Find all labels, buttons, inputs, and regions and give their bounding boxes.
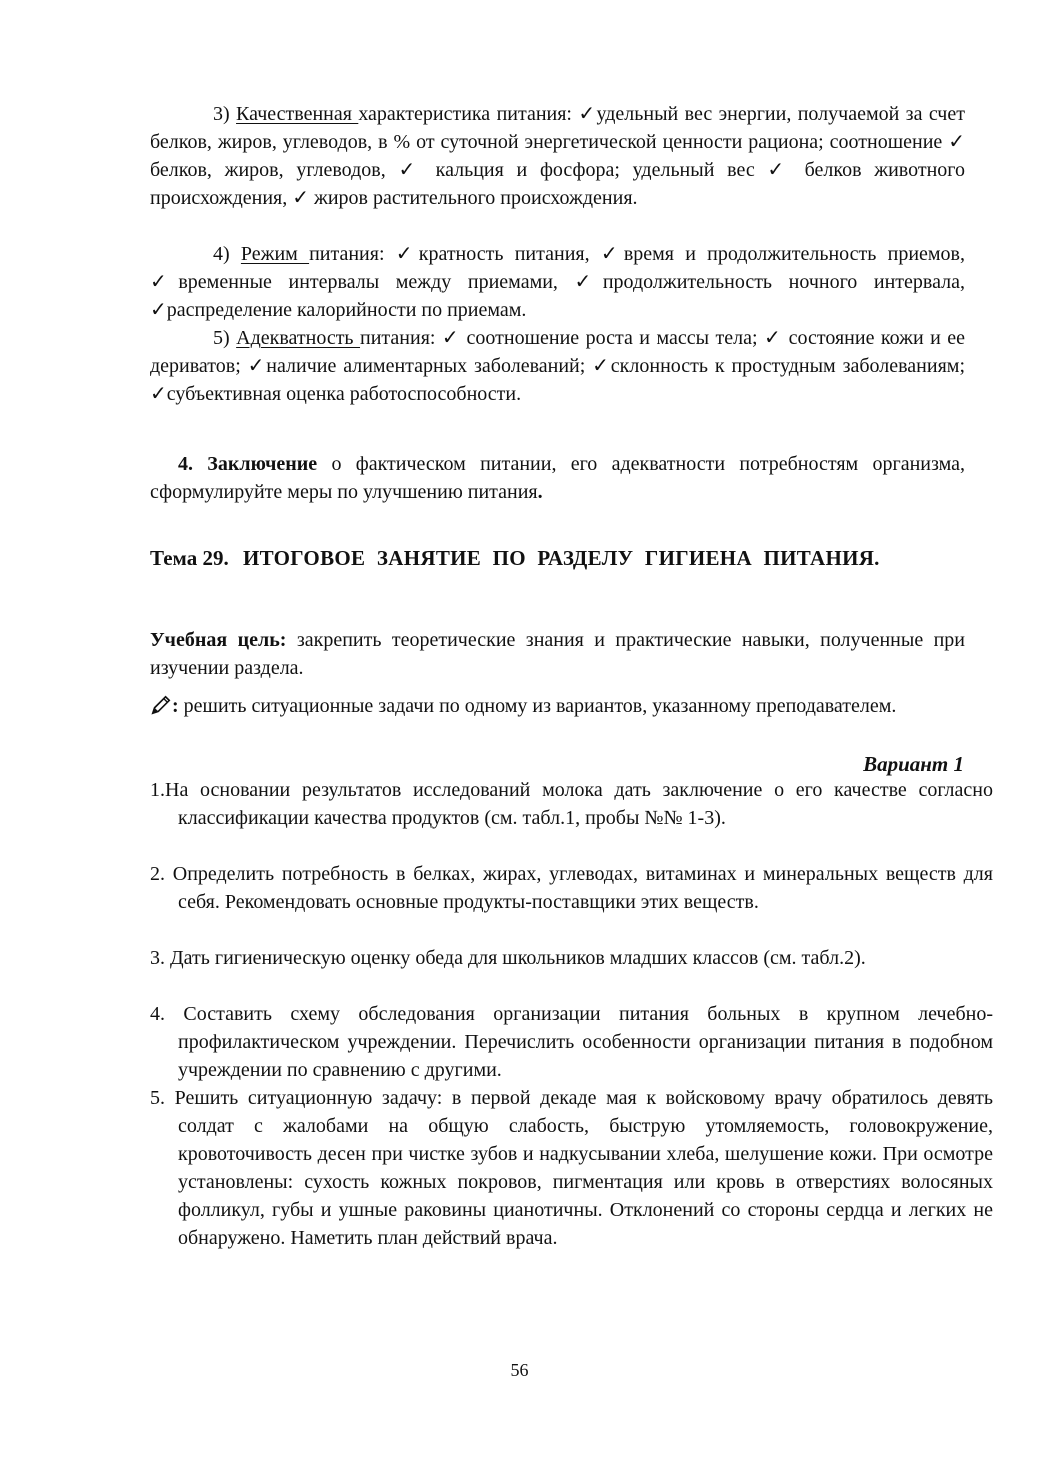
paragraph-adequacy: 5) Адекватность питания: ✓ соотношение роста и массы тела; ✓ состояние кожи и ее дериватов; ✓наличие алиментарных заболеваний; ✓склонность к простудным заболеваниям; ✓субъективная оценка работоспособности.: [150, 327, 965, 405]
learning-goal: Учебная цель: закрепить теоретические знания и практические навыки, полученные при изучении раздела.: [150, 629, 965, 679]
variant-label: Вариант 1: [863, 752, 964, 776]
paragraph-conclusion: 4. Заключение о фактическом питании, его адекватности потребностям организма, сформулируйте меры по улучшению питания.: [150, 453, 965, 503]
underlined-term: Адекватность: [236, 327, 361, 349]
list-item: 3. Дать гигиеническую оценку обеда для школьников младших классов (см. табл.2).: [150, 947, 866, 969]
topic-heading: Тема 29. ИТОГОВОЕ ЗАНЯТИЕ ПО РАЗДЕЛУ ГИГИЕНА ПИТАНИЯ.: [150, 546, 880, 570]
pen-icon: [150, 694, 172, 716]
page-number: 56: [510, 1360, 529, 1380]
list-item: 1.На основании результатов исследований молока дать заключение о его качестве согласно классификации качества продуктов (см. табл.1, пробы №№ 1-3).: [150, 779, 993, 829]
underlined-term: Режим: [240, 243, 310, 265]
list-item: 4. Составить схему обследования организации питания больных в крупном лечебно-профилактическом учреждении. Перечислить особенности организации питания в подобном учреждении по сравнению с другими.: [150, 1003, 993, 1081]
paragraph-quality: 3) Качественная характеристика питания: ✓удельный вес энергии, получаемой за счет белков, жиров, углеводов, в % от суточной энергетической ценности рациона; соотношение ✓ белков, жиров, углеводов, ✓ кальция и фосфора; удельный вес ✓ белков животного происхождения, ✓ жиров растительного происхождения.: [150, 103, 965, 209]
list-item: 2. Определить потребность в белках, жирах, углеводах, витаминах и минеральных веществ для себя. Рекомендовать основные продукты-поставщики этих веществ.: [150, 863, 993, 913]
underlined-term: Качественная: [236, 103, 359, 125]
list-item: 5. Решить ситуационную задачу: в первой декаде мая к войсковому врачу обратилось девять солдат с жалобами на общую слабость, быструю утомляемость, головокружение, кровоточивость десен при чистке зубов и надкусывании хлеба, шелушение кожи. При осмотре установлены: сухость кожных покровов, пигментация или кровь в отверстиях волосяных фолликул, губы и ушные раковины цианотичны. Отклонений со стороны сердца и легких не обнаружено. Наметить план действий врача.: [150, 1087, 993, 1249]
paragraph-regime: 4) Режим питания: ✓кратность питания, ✓время и продолжительность приемов, ✓временные интервалы между приемами, ✓продолжительность ночного интервала, ✓распределение калорийности по приемам.: [150, 243, 966, 321]
task-line: : решить ситуационные задачи по одному из вариантов, указанному преподавателем.: [150, 692, 980, 720]
